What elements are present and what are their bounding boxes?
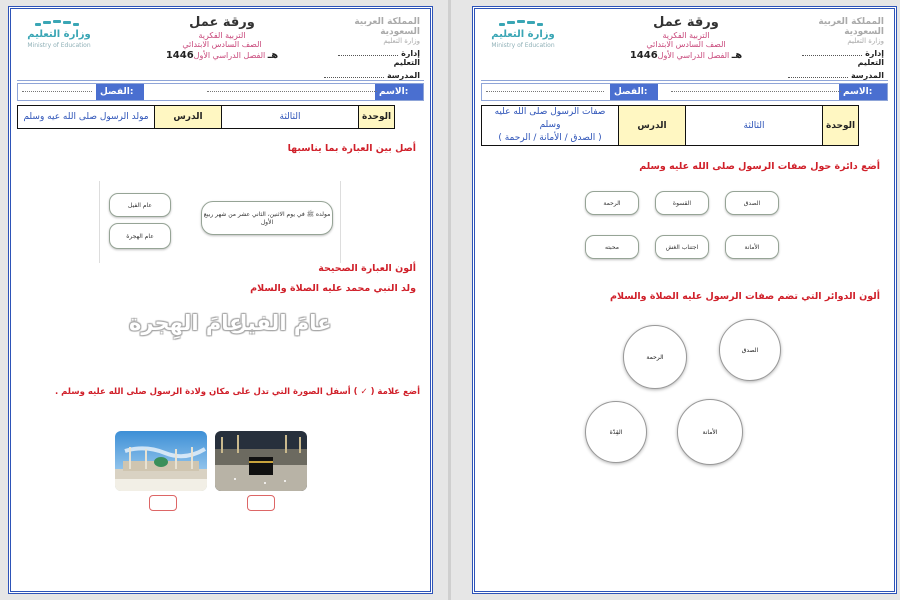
circle-mercy[interactable]: الرحمة [623, 325, 687, 389]
grade: الصف السادس الابتدائي [646, 40, 726, 49]
worksheet-page-left [8, 6, 433, 594]
subject: التربية الفكرية [198, 31, 246, 40]
name-label: الاسم: [839, 84, 887, 100]
page-header [481, 15, 888, 81]
term: 1446هـ الفصل الدراسي الأول [165, 50, 279, 61]
class-label: الفصل: [96, 84, 144, 100]
subject: التربية الفكرية [662, 31, 710, 40]
class-field[interactable] [486, 91, 604, 92]
trait-love[interactable]: محبته [585, 235, 639, 259]
kaaba-image-icon [215, 431, 307, 491]
trait-honesty[interactable]: الأمانة [725, 235, 779, 259]
page-gap [448, 0, 451, 600]
lesson-value: مولد الرسول صلى الله عيه وسلم [18, 106, 155, 129]
circle-honesty[interactable]: الأمانة [677, 399, 743, 465]
admin-label: إدارة التعليم [393, 49, 420, 67]
name-field[interactable] [671, 91, 841, 92]
lesson-label: الدرس [155, 106, 222, 129]
unit-label: الوحدة [359, 106, 395, 129]
name-label: الاسم: [375, 84, 423, 100]
trait-harshness[interactable]: القسوة [655, 191, 709, 215]
lesson-label: الدرس [619, 106, 686, 146]
mosque-image-icon [115, 431, 207, 491]
circle-harshness[interactable]: القِدّة [585, 401, 647, 463]
trait-avoid-cheating[interactable]: اجتناب الغش [655, 235, 709, 259]
lesson-value: صفات الرسول صلى الله عليه وسلم ( الصدق / الأمانة / الرحمة ) [482, 106, 619, 146]
ministry-name: وزارة التعليم Ministry of Education [27, 29, 91, 49]
statement: ولد النبي محمد عليه الصلاة والسلام [250, 283, 416, 294]
name-bar [481, 83, 888, 101]
page-title: ورقة عمل [653, 15, 719, 30]
match-option-hijra[interactable]: عام الهجرة [109, 223, 171, 249]
school-label: المدرسة [386, 71, 420, 80]
unit-value: الثالثة [686, 106, 823, 146]
match-sentence[interactable]: مولده ﷺ في يوم الاثنين، الثاني عشر من شهر ربيع الأول [201, 201, 333, 235]
tick-box-kaaba[interactable] [247, 495, 275, 511]
kingdom-block: المملكة العربية السعودية وزارة التعليم إدارة التعليم المدرسة [784, 17, 884, 80]
question-tick: أضع علامة ( ✓ ) أسفل الصورة التي تدل على مكان ولادة الرسول صلى الله عليه وسلم . [54, 387, 420, 397]
question-match: أصل بين العبارة بما يناسبها [287, 143, 416, 154]
worksheet-page-right [472, 6, 897, 594]
kaaba-photo [215, 431, 307, 491]
page-title: ورقة عمل [189, 15, 255, 30]
term: 1446هـ الفصل الدراسي الأول [629, 50, 743, 61]
trait-mercy[interactable]: الرحمة [585, 191, 639, 215]
lesson-info-table [17, 105, 395, 129]
kingdom-block: المملكة العربية السعودية وزارة التعليم إدارة التعليم المدرسة [320, 17, 420, 80]
question-color-circles: ألون الدوائر التي تضم صفات الرسول عليه الصلاة والسلام [610, 291, 880, 302]
header-center [127, 15, 317, 61]
header-center [591, 15, 781, 61]
name-field[interactable] [207, 91, 377, 92]
trait-truthfulness[interactable]: الصدق [725, 191, 779, 215]
admin-label: إدارة التعليم [857, 49, 884, 67]
choice-elephant[interactable]: عامَ الفيل [229, 311, 332, 335]
unit-value: الثالثة [222, 106, 359, 129]
page-header [17, 15, 424, 81]
circle-truthfulness[interactable]: الصدق [719, 319, 781, 381]
tick-box-madinah[interactable] [149, 495, 177, 511]
madinah-photo [115, 431, 207, 491]
ministry-name: وزارة التعليم Ministry of Education [491, 29, 555, 49]
name-bar [17, 83, 424, 101]
lesson-info-table [481, 105, 859, 146]
question-color: ألون العبارة الصحيحة [318, 263, 416, 274]
grade: الصف السادس الابتدائي [182, 40, 262, 49]
match-option-elephant[interactable]: عام الفيل [109, 193, 171, 217]
choice-hijra[interactable]: عامَ الهِجرة [129, 311, 244, 335]
class-label: الفصل: [610, 84, 658, 100]
school-label: المدرسة [850, 71, 884, 80]
class-field[interactable] [22, 91, 92, 92]
unit-label: الوحدة [823, 106, 859, 146]
question-circle-traits: أضع دائرة حول صفات الرسول صلى الله عليه وسلم [639, 161, 880, 172]
